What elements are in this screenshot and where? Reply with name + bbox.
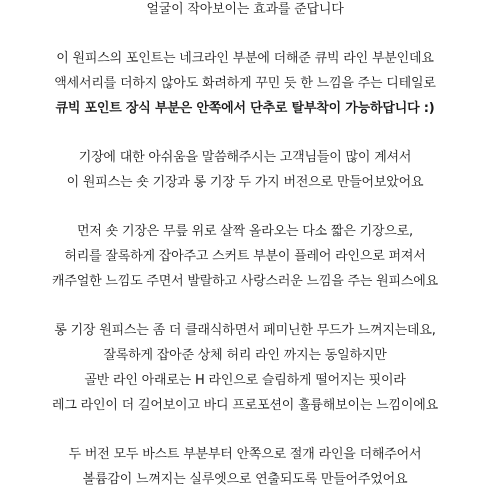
text-line: 허리를 잘록하게 잡아주고 스커트 부분이 플레어 라인으로 퍼져서 bbox=[64, 249, 426, 264]
text-line: 이 원피스의 포인트는 네크라인 부분에 더해준 큐빅 라인 부분인데요 bbox=[56, 51, 434, 66]
text-line-emphasis: 큐빅 포인트 장식 부분은 안쪽에서 단추로 탈부착이 가능하답니다 :) bbox=[55, 101, 435, 116]
text-line: 롱 기장 원피스는 좀 더 클래식하면서 페미닌한 무드가 느껴지는데요, bbox=[54, 323, 436, 338]
text-line: 기장에 대한 아쉬움을 말씀해주시는 고객님들이 많이 계셔서 bbox=[78, 150, 412, 165]
text-line: 액세서리를 더하지 않아도 화려하게 꾸민 듯 한 느낌을 주는 디테일로 bbox=[54, 76, 436, 91]
text-line: 이 원피스는 숏 기장과 롱 기장 두 가지 버전으로 만들어보았어요 bbox=[66, 175, 424, 190]
text-line: 잘록하게 잡아준 상체 허리 라인 까지는 동일하지만 bbox=[103, 348, 387, 363]
text-line: 먼저 숏 기장은 무릎 위로 살짝 올라오는 다소 짧은 기장으로, bbox=[77, 224, 413, 239]
text-line: 얼굴이 작아보이는 효과를 준답니다 bbox=[146, 2, 344, 17]
text-line: 볼륨감이 느껴지는 실루엣으로 연출되도록 만들어주었어요 bbox=[82, 472, 408, 487]
text-line: 골반 라인 아래로는 H 라인으로 슬림하게 떨어지는 핏이라 bbox=[84, 373, 406, 388]
text-line: 두 버전 모두 바스트 부분부터 안쪽으로 절개 라인을 더해주어서 bbox=[68, 447, 422, 462]
text-line: 캐주얼한 느낌도 주면서 발랄하고 사랑스러운 느낌을 주는 원피스에요 bbox=[52, 274, 438, 289]
text-line: 레그 라인이 더 길어보이고 바디 프로포션이 훌륭해보이는 느낌이에요 bbox=[52, 398, 438, 413]
